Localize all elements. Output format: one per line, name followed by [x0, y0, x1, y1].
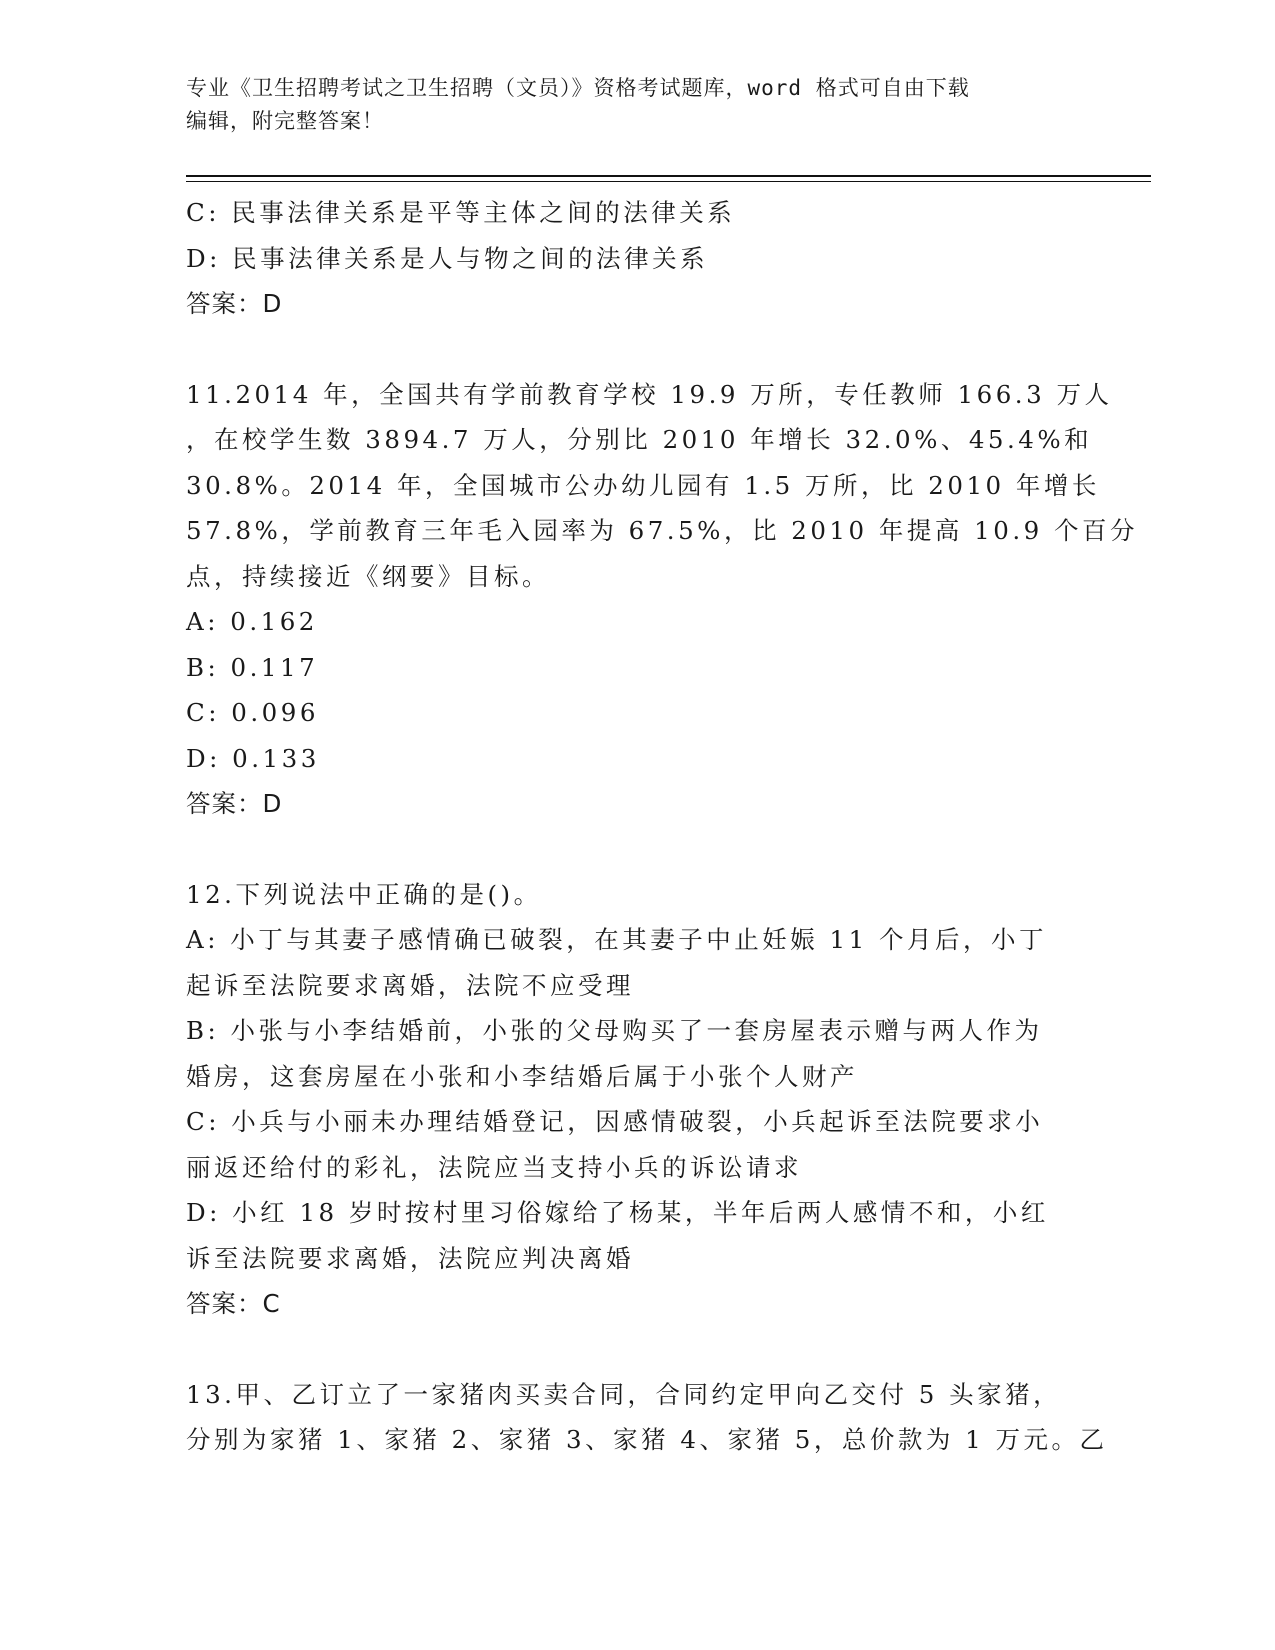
option-d-line: 诉至法院要求离婚，法院应判决离婚 [186, 1243, 634, 1273]
answer: 答案：C [186, 1289, 281, 1318]
question-stem-line: ，在校学生数 3894.7 万人，分别比 2010 年增长 32.0%、45.4%和 [186, 425, 1093, 454]
option-d-line: D: 小红 18 岁时按村里习俗嫁给了杨某，半年后两人感情不和，小红 [186, 1198, 1049, 1227]
header-line-1: 专业《卫生招聘考试之卫生招聘（文员）》资格考试题库，word 格式可自由下载 [186, 76, 970, 100]
option-b: B: 0.117 [186, 652, 319, 682]
option-d: D: 民事法律关系是人与物之间的法律关系 [186, 243, 709, 273]
question-13 [186, 1372, 1108, 1463]
question-12 [186, 872, 1086, 1327]
question-stem-line: 分别为家猪 1、家猪 2、家猪 3、家猪 4、家猪 5，总价款为 1 万元。乙 [186, 1425, 1108, 1454]
option-a-line: A: 小丁与其妻子感情确已破裂，在其妻子中止妊娠 11 个月后，小丁 [186, 925, 1047, 954]
question-10 [186, 190, 1086, 327]
question-stem-line: 57.8%，学前教育三年毛入园率为 67.5%，比 2010 年提高 10.9 个百分 [186, 516, 1138, 545]
header-rule-thick [186, 175, 1151, 177]
answer: 答案：D [186, 289, 283, 318]
option-c: C: 民事法律关系是平等主体之间的法律关系 [186, 198, 736, 227]
option-c-line: C: 小兵与小丽未办理结婚登记，因感情破裂，小兵起诉至法院要求小 [186, 1107, 1044, 1136]
header-rule-thin [186, 181, 1151, 182]
header-line-2: 编辑，附完整答案！ [186, 109, 384, 133]
question-stem-line: 30.8%。2014 年，全国城市公办幼儿园有 1.5 万所，比 2010 年增长 [186, 470, 1100, 500]
spacer [186, 827, 1086, 872]
spacer [186, 1327, 1086, 1372]
question-stem-line: 11.2014 年，全国共有学前教育学校 19.9 万所，专任教师 166.3 万人 [186, 379, 1113, 409]
document-body [186, 190, 1138, 1463]
question-stem: 12.下列说法中正确的是()。 [186, 879, 542, 909]
answer: 答案：D [186, 789, 283, 818]
question-stem-line: 点，持续接近《纲要》目标。 [186, 561, 550, 591]
option-b-line: B: 小张与小李结婚前，小张的父母购买了一套房屋表示赠与两人作为 [186, 1016, 1043, 1045]
option-d: D: 0.133 [186, 743, 320, 773]
spacer [186, 327, 1086, 372]
question-stem-line: 13.甲、乙订立了一家猪肉买卖合同，合同约定甲向乙交付 5 头家猪， [186, 1379, 1062, 1409]
question-11 [186, 372, 1138, 827]
option-b-line: 婚房，这套房屋在小张和小李结婚后属于小张个人财产 [186, 1061, 858, 1091]
option-c-line: 丽返还给付的彩礼，法院应当支持小兵的诉讼请求 [186, 1152, 802, 1182]
option-a: A: 0.162 [186, 607, 318, 636]
document-header [186, 72, 1086, 138]
option-c: C: 0.096 [186, 698, 319, 727]
option-a-line: 起诉至法院要求离婚，法院不应受理 [186, 970, 634, 1000]
